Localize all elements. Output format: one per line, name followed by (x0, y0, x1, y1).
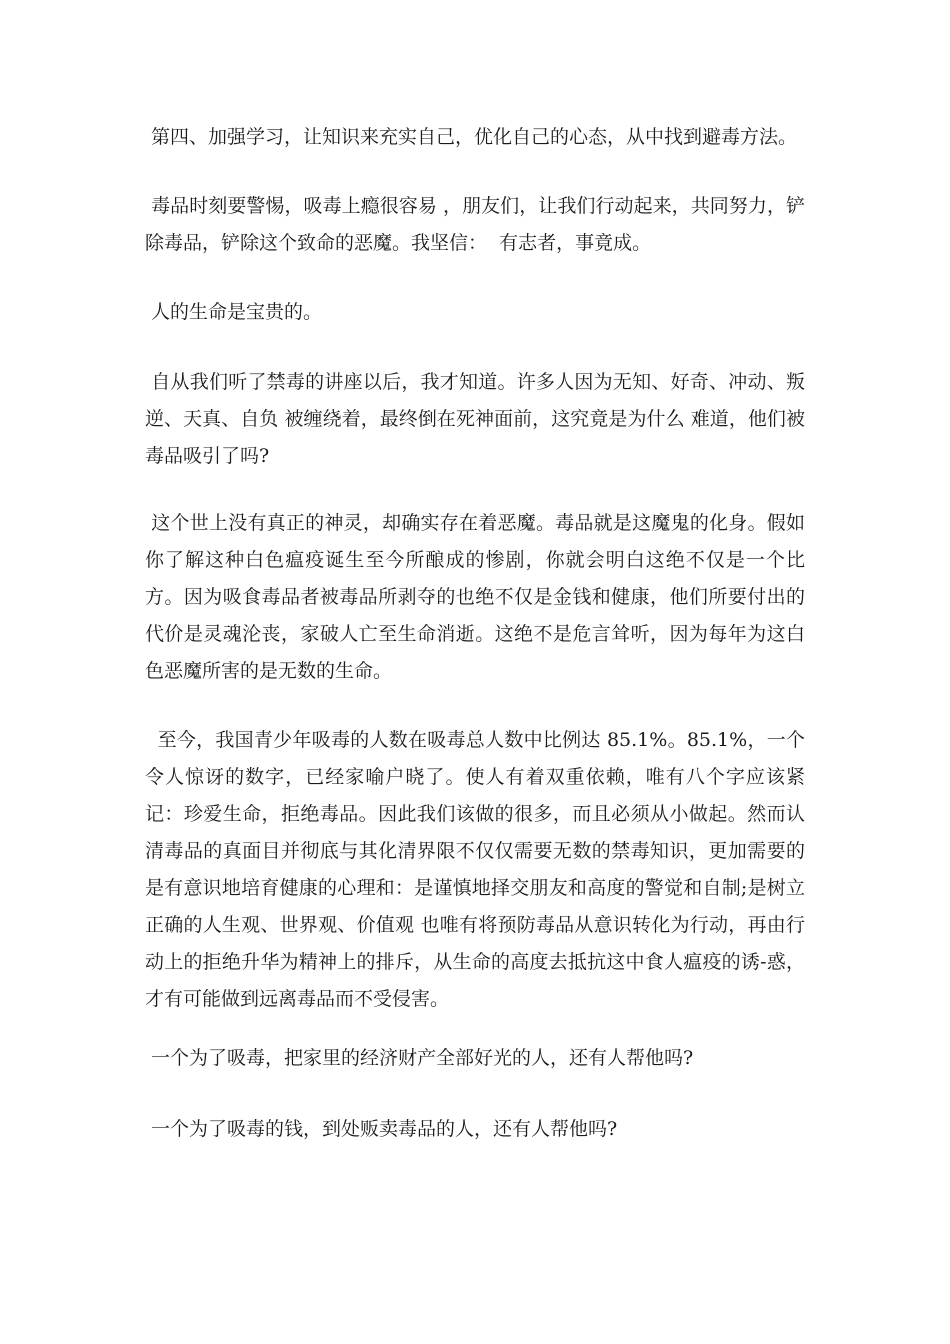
paragraph-vigilance: 毒品时刻要警惕，吸毒上瘾很容易 ，朋友们，让我们行动起来，共同努力，铲除毒品，铲除这个致命的恶魔。我坚信： 有志者，事竟成。 (145, 195, 806, 254)
paragraph-study: 第四、加强学习，让知识来充实自己，优化自己的心态，从中找到避毒方法。 (145, 126, 798, 148)
paragraph-question-trafficking: 一个为了吸毒的钱，到处贩卖毒品的人，还有人帮他吗? (145, 1118, 618, 1140)
paragraph-life-precious: 人的生命是宝贵的。 (145, 301, 323, 323)
paragraph-statistics: 至今，我国青少年吸毒的人数在吸毒总人数中比例达 85.1%。85.1%，一个令人惊讶的数字，已经家喻户晓了。使人有着双重依赖，唯有八个字应该紧记：珍爱生命，拒绝毒品。因此我们该做的很多，而且必须从小做起。然而认清毒品的真面目并彻底与其化清界限不仅仅需要无数的禁毒知识，更加需要的是有意识地培育健康的心理和：是谨慎地择交朋友和高度的警觉和自制;是树立正确的人生观、世界观、价值观 也唯有将预防毒品从意识转化为行动，再由行动上的拒绝升华为精神上的排斥，从生命的高度去抵抗这中食人瘟疫的诱-惑，才有可能做到远离毒品而不受侵害。 (145, 729, 805, 1010)
paragraph-lecture: 自从我们听了禁毒的讲座以后，我才知道。许多人因为无知、好奇、冲动、叛逆、天真、自负 被缠绕着，最终倒在死神面前，这究竟是为什么 难道，他们被毒品吸引了吗? (145, 371, 805, 467)
paragraph-question-property: 一个为了吸毒，把家里的经济财产全部好光的人，还有人帮他吗? (145, 1047, 694, 1069)
paragraph-demon: 这个世上没有真正的神灵，却确实存在着恶魔。毒品就是这魔鬼的化身。假如你了解这种白色瘟疫诞生至今所酿成的惨剧，你就会明白这绝不仅是一个比方。因为吸食毒品者被毒品所剥夺的也绝不仅是金钱和健康，他们所要付出的代价是灵魂沦丧，家破人亡至生命消逝。这绝不是危言耸听，因为每年为这白色恶魔所害的是无数的生命。 (145, 512, 805, 682)
